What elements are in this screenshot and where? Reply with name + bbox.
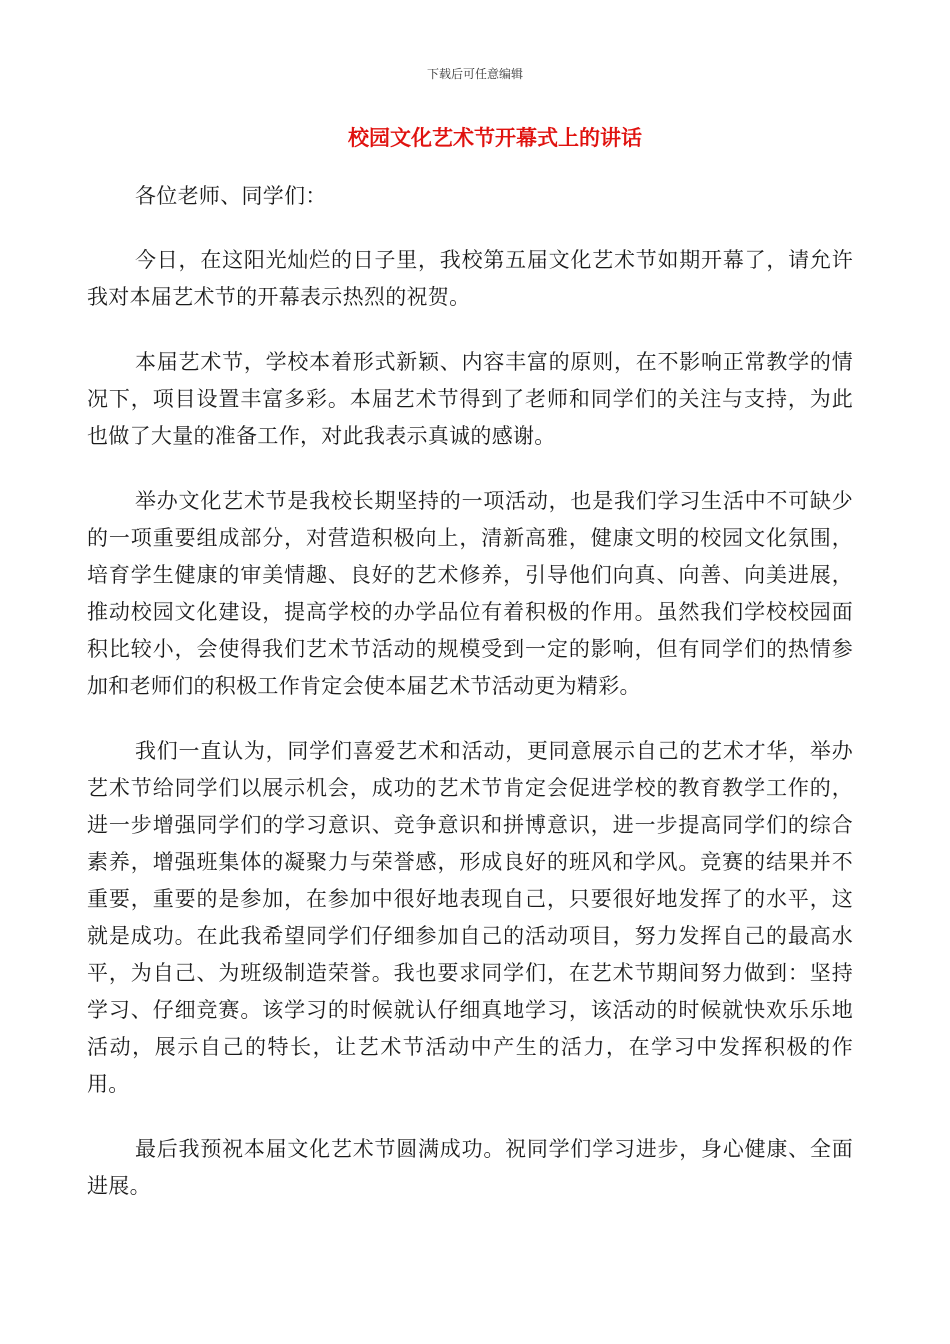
body-paragraph: 本届艺术节，学校本着形式新颖、内容丰富的原则，在不影响正常教学的情况下，项目设置丰富多彩。本届艺术节得到了老师和同学们的关注与支持，为此也做了大量的准备工作，对此我表示真诚的感谢。: [87, 350, 853, 448]
document-body: [87, 178, 853, 1233]
header-note: 下载后可任意编辑: [426, 67, 523, 81]
body-paragraph: 今日，在这阳光灿烂的日子里，我校第五届文化艺术节如期开幕了，请允许我对本届艺术节的开幕表示热烈的祝贺。: [87, 248, 853, 309]
body-paragraph: 举办文化艺术节是我校长期坚持的一项活动，也是我们学习生活中不可缺少的一项重要组成部分，对营造积极向上，清新高雅，健康文明的校园文化氛围，培育学生健康的审美情趣、良好的艺术修养，引导他们向真、向善、向美进展，推动校园文化建设，提高学校的办学品位有着积极的作用。虽然我们学校校园面积比较小，会使得我们艺术节活动的规模受到一定的影响，但有同学们的热情参加和老师们的积极工作肯定会使本届艺术节活动更为精彩。: [87, 489, 853, 698]
body-paragraph: 我们一直认为，同学们喜爱艺术和活动，更同意展示自己的艺术才华，举办艺术节给同学们以展示机会，成功的艺术节肯定会促进学校的教育教学工作的，进一步增强同学们的学习意识、竞争意识和拼博意识，进一步提高同学们的综合素养，增强班集体的凝聚力与荣誉感，形成良好的班风和学风。竞赛的结果并不重要，重要的是参加，在参加中很好地表现自己，只要很好地发挥了的水平，这就是成功。在此我希望同学们仔细参加自己的活动项目，努力发挥自己的最高水平，为自己、为班级制造荣誉。我也要求同学们，在艺术节期间努力做到：坚持学习、仔细竞赛。该学习的时候就认仔细真地学习，该活动的时候就快欢乐乐地活动，展示自己的特长，让艺术节活动中产生的活力，在学习中发挥积极的作用。: [87, 739, 853, 1096]
document-title: 校园文化艺术节开幕式上的讲话: [348, 125, 642, 150]
greeting-paragraph: 各位老师、同学们：: [135, 184, 327, 208]
closing-paragraph: 最后我预祝本届文化艺术节圆满成功。祝同学们学习进步，身心健康、全面进展。: [87, 1137, 853, 1198]
